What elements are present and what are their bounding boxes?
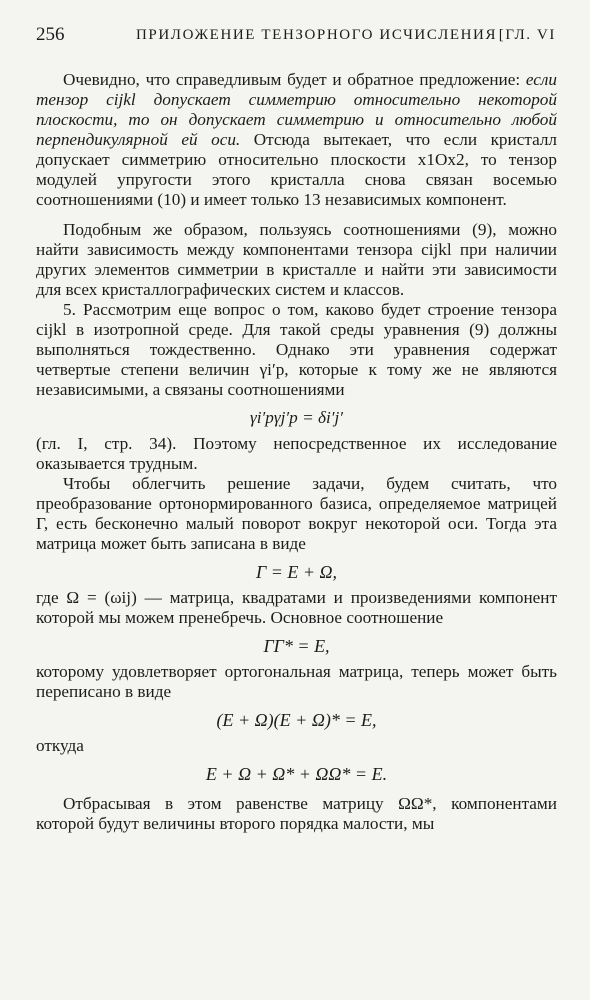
- page-header: [36, 24, 556, 48]
- running-title: ПРИЛОЖЕНИЕ ТЕНЗОРНОГО ИСЧИСЛЕНИЯ: [136, 27, 498, 43]
- paragraph-3: 5. Рассмотрим еще вопрос о том, каково будет строение тензора cijkl в изотропной среде. Для такой среды уравнения (9) должны выполняться тождественно. Однако эти уравнения содержат четвертые степени величин γi′p, которые к тому же не являются независимыми, а связаны соотношениями: [36, 300, 557, 399]
- paragraph-1-italic: если тензор cijkl допускает симметрию относительно некоторой плоскости, то он допускает симметрию и относительно любой перпендикулярной ей оси.: [36, 70, 558, 149]
- paragraph-4: (гл. I, стр. 34). Поэтому непосредственное их исследование оказывается трудным.: [36, 434, 557, 473]
- chapter-label: [ГЛ. VI: [498, 27, 556, 43]
- paragraph-6: где Ω = (ωij) — матрица, квадратами и произведениями компонент которой мы можем пренебречь. Основное соотношение: [36, 588, 557, 627]
- formula-gamma: Γ = E + Ω,: [255, 562, 338, 582]
- paragraph-1-text: Очевидно, что справедливым будет и обратное предложение:: [63, 70, 521, 89]
- paragraph-2: Подобным же образом, пользуясь соотношениями (9), можно найти зависимость между компонентами тензора cijkl при наличии других элементов симметрии в кристалле и найти эти зависимости для всех кристаллографических систем и классов.: [36, 220, 557, 299]
- paragraph-8: откуда: [36, 736, 84, 755]
- formula-gamma-gamma-star: ΓΓ* = E,: [263, 636, 330, 656]
- formula-product: (E + Ω)(E + Ω)* = E,: [216, 710, 377, 730]
- formula-orthogonality: γi′pγj′p = δi′j′: [249, 408, 344, 427]
- paragraph-9: Отбрасывая в этом равенстве матрицу ΩΩ*, компонентами которой будут величины второго порядка малости, мы: [36, 794, 557, 833]
- page-number: 256: [36, 24, 65, 45]
- paragraph-5: Чтобы облегчить решение задачи, будем считать, что преобразование ортонормированного базиса, определяемое матрицей Γ, есть бесконечно малый поворот вокруг некоторой оси. Тогда эта матрица может быть записана в виде: [36, 474, 557, 553]
- paragraph-7: которому удовлетворяет ортогональная матрица, теперь может быть переписано в виде: [36, 662, 557, 701]
- formula-expanded: E + Ω + Ω* + ΩΩ* = E.: [205, 764, 388, 784]
- paragraph-1-rest: Отсюда вытекает, что если кристалл допускает симметрию относительно плоскости x1Ox2, то тензор модулей упругости этого кристалла снова связан восемью соотношениями (10) и имеет только 13 независимых компонент.: [36, 130, 558, 209]
- page-body: [36, 70, 557, 834]
- paragraph-1: [36, 70, 557, 210]
